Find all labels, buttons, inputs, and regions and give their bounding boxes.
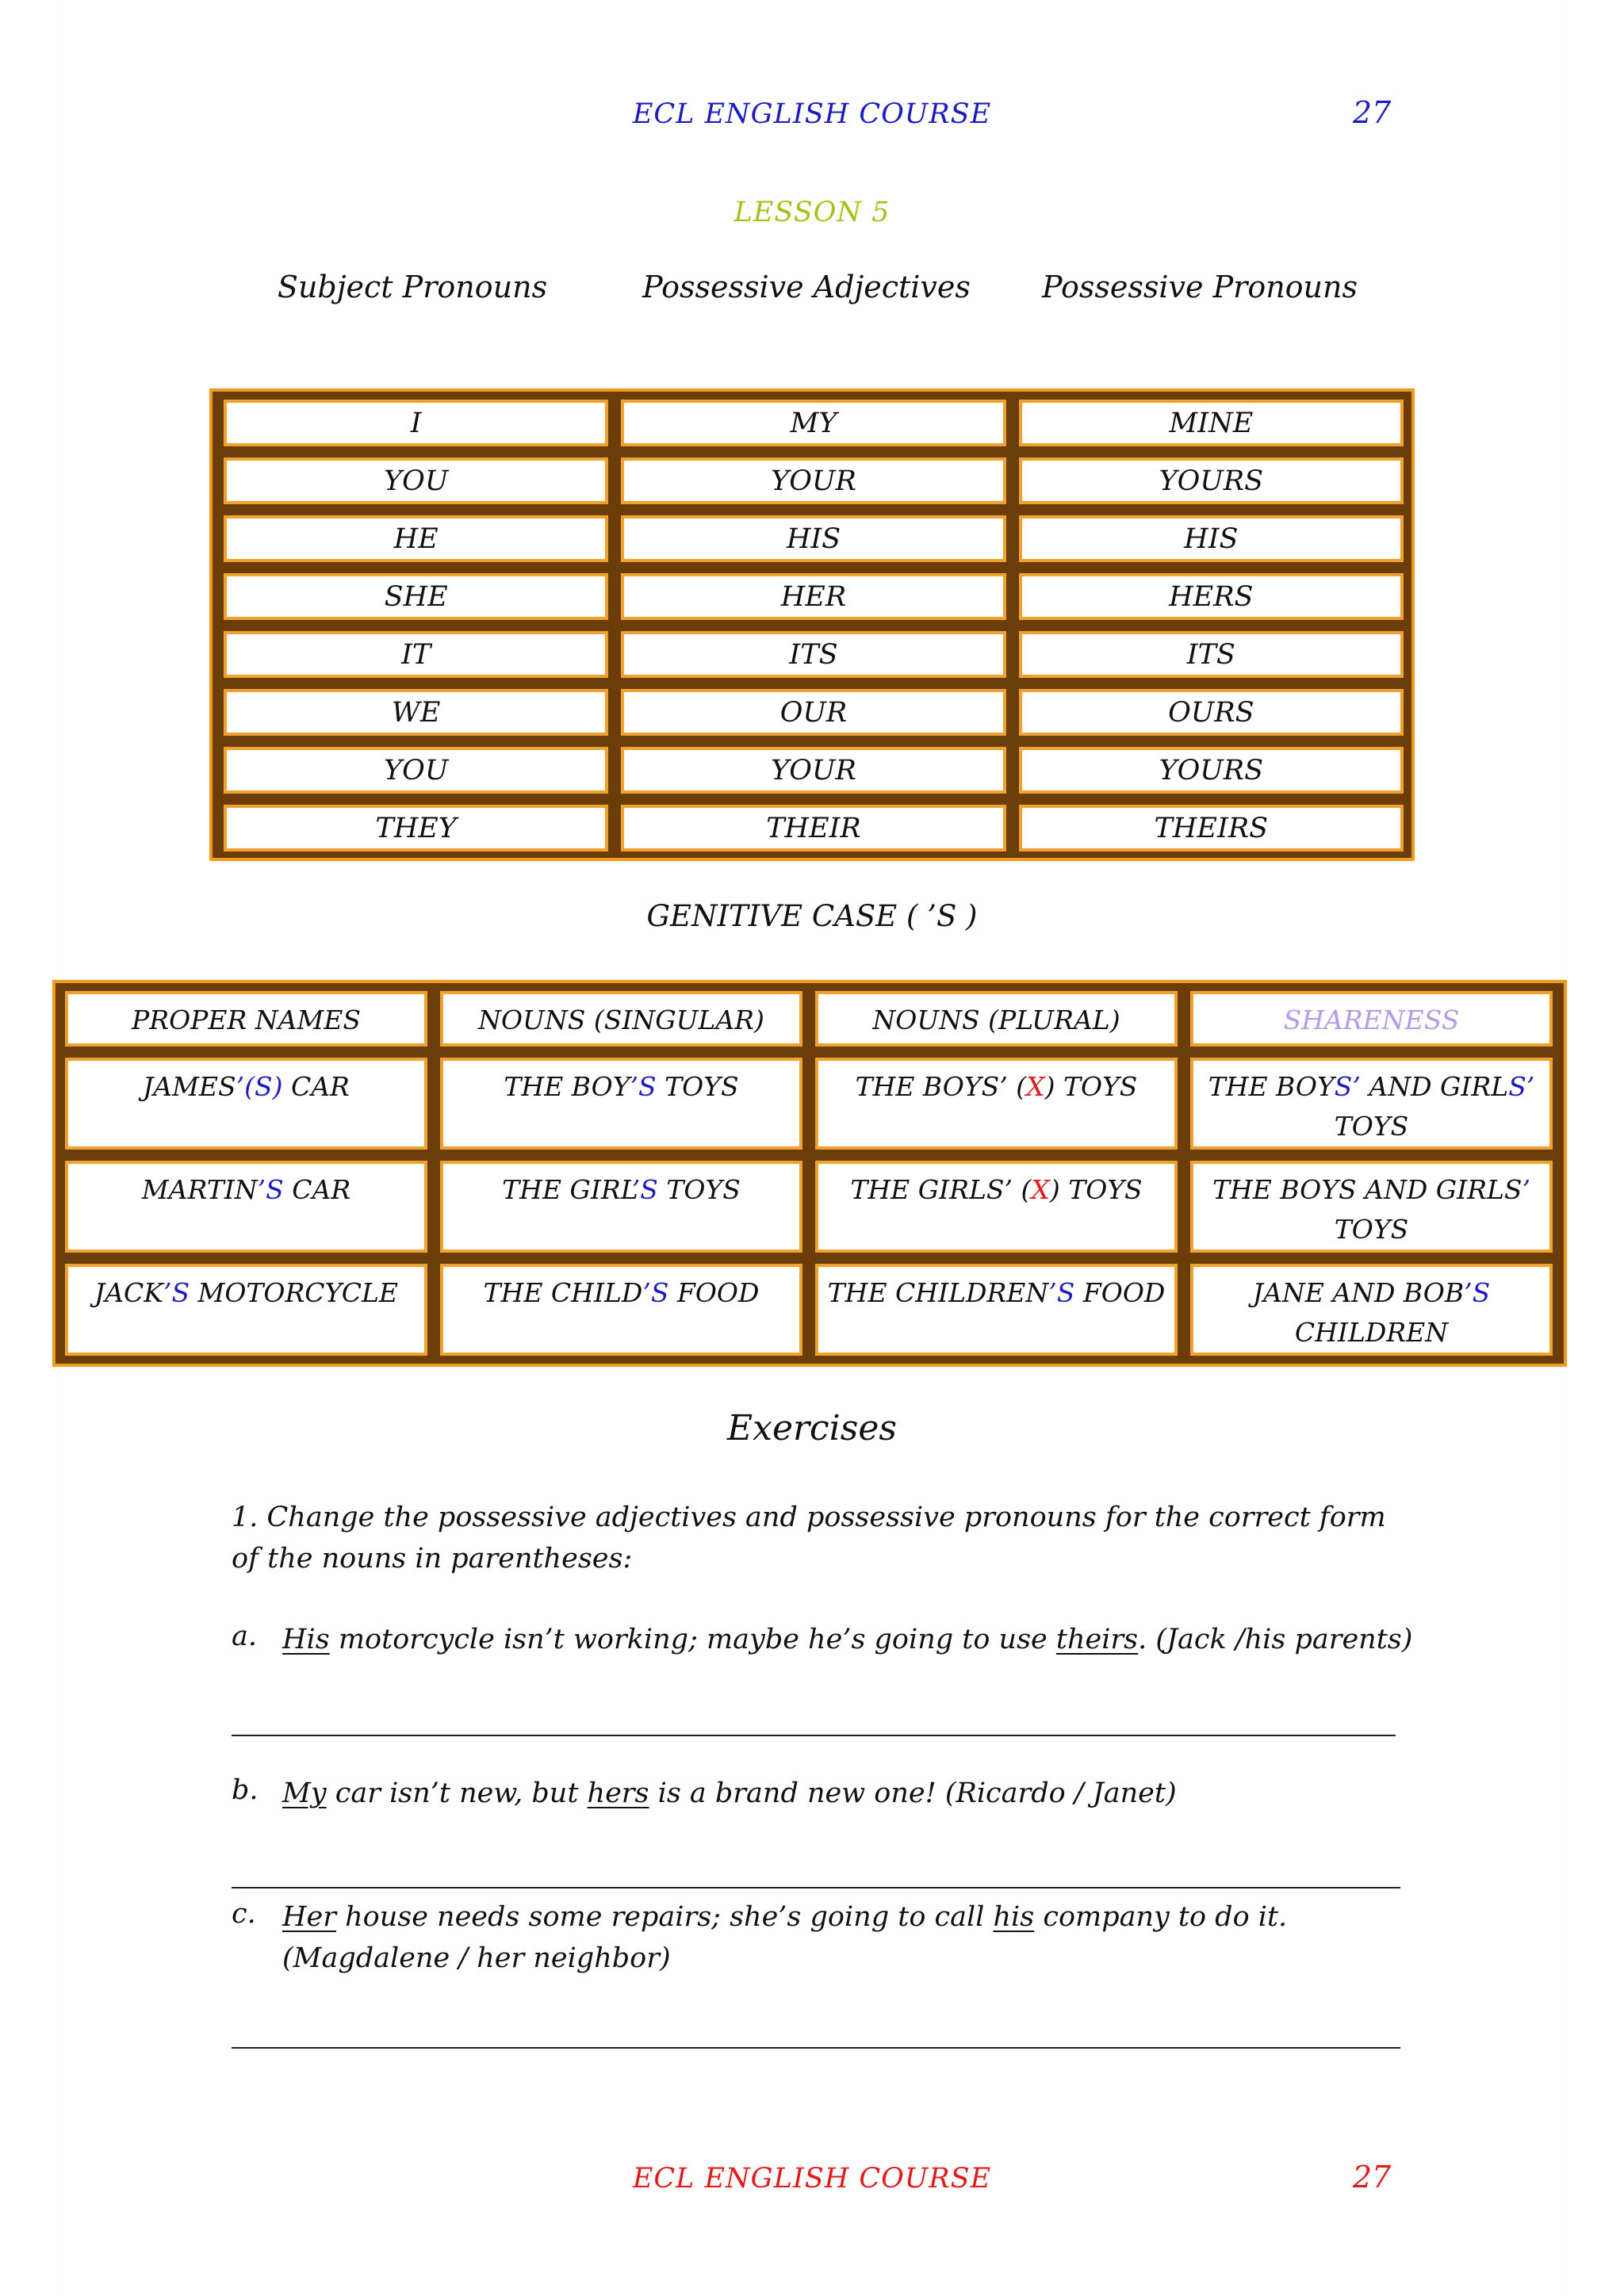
pronoun-cell: THEIRS <box>1019 805 1404 851</box>
pronoun-cell: WE <box>224 689 608 736</box>
exercise-sentence-c <box>282 1896 1432 1979</box>
genitive-text: AND GIRL <box>1360 1071 1509 1102</box>
genitive-text: THE BOY <box>1208 1071 1335 1102</box>
genitive-marker: ’S <box>631 1174 658 1205</box>
genitive-text: TOYS <box>1334 1214 1409 1245</box>
genitive-text: CHILDREN <box>1294 1317 1449 1348</box>
genitive-cell <box>1190 1058 1553 1150</box>
lesson-title: LESSON 5 <box>733 197 891 228</box>
genitive-marker: ’S <box>163 1277 190 1308</box>
pronoun-cell: SHE <box>224 573 608 620</box>
genitive-marker: ’S <box>1048 1277 1075 1308</box>
genitive-text: TOYS <box>656 1071 739 1102</box>
underlined-word: His <box>282 1624 330 1655</box>
genitive-marker: ’S <box>642 1277 669 1308</box>
genitive-text: TOYS <box>1334 1111 1409 1142</box>
genitive-cell <box>815 1058 1178 1150</box>
genitive-text: ) TOYS <box>1044 1071 1138 1102</box>
genitive-marker: S’ <box>1508 1071 1535 1102</box>
pronoun-cell: ITS <box>1019 631 1404 678</box>
underlined-word: Her <box>282 1901 336 1933</box>
footer-title: ECL ENGLISH COURSE <box>632 2163 992 2195</box>
genitive-text: ) TOYS <box>1049 1174 1143 1205</box>
pronoun-cell: YOURS <box>1019 747 1404 794</box>
genitive-text: THE BOY <box>504 1071 630 1102</box>
pronoun-cell: YOU <box>224 457 608 504</box>
underlined-word: theirs <box>1055 1624 1139 1655</box>
exercise-letter-b: b. <box>232 1774 259 1806</box>
genitive-cell <box>65 1058 427 1150</box>
genitive-text: JAMES <box>143 1071 236 1102</box>
pronoun-cell: YOU <box>224 747 608 794</box>
pronoun-cell: I <box>224 400 608 446</box>
genitive-header-shareness: SHARENESS <box>1190 991 1553 1047</box>
genitive-text: JANE AND BOB <box>1252 1277 1465 1308</box>
genitive-case-title: GENITIVE CASE ( ’S ) <box>646 899 978 933</box>
genitive-marker: X <box>1031 1174 1050 1205</box>
genitive-text: MARTIN <box>141 1174 258 1205</box>
pronoun-cell: YOUR <box>621 457 1005 504</box>
underlined-word: My <box>282 1777 327 1809</box>
heading-subject-pronouns: Subject Pronouns <box>277 270 548 304</box>
pronoun-cell: HE <box>224 515 608 562</box>
sentence-text: house needs some repairs; she’s going to call <box>335 1901 994 1933</box>
genitive-cell <box>815 1161 1178 1253</box>
genitive-cell <box>1190 1264 1553 1356</box>
pronoun-cell: HER <box>621 573 1005 620</box>
genitive-text: THE GIRL <box>502 1174 632 1205</box>
sentence-text: is a brand new one! (Ricardo / Janet) <box>649 1777 1177 1809</box>
genitive-cell <box>65 1264 427 1356</box>
genitive-header-proper-names: PROPER NAMES <box>65 991 427 1047</box>
genitive-text: THE BOYS’ ( <box>855 1071 1027 1102</box>
pronoun-cell: HIS <box>621 515 1005 562</box>
underlined-word: his <box>993 1901 1035 1933</box>
pronoun-table <box>209 388 1415 861</box>
exercise-instruction: 1. Change the possessive adjectives and possessive pronouns for the correct form of the nouns in parentheses: <box>232 1502 1386 1575</box>
exercise-letter-a: a. <box>232 1621 257 1652</box>
answer-line-c[interactable] <box>232 2047 1400 2049</box>
genitive-cell <box>440 1058 802 1150</box>
genitive-cell <box>1190 1161 1553 1253</box>
pronoun-cell: OURS <box>1019 689 1404 736</box>
answer-line-a[interactable] <box>232 1735 1396 1736</box>
genitive-text: THE CHILD <box>483 1277 643 1308</box>
genitive-cell <box>440 1264 802 1356</box>
genitive-text: CAR <box>283 1174 351 1205</box>
genitive-text: CAR <box>282 1071 350 1102</box>
pronoun-cell: HERS <box>1019 573 1404 620</box>
footer-page-number: 27 <box>1352 2160 1392 2195</box>
pronoun-cell: OUR <box>621 689 1005 736</box>
pronoun-cell: IT <box>224 631 608 678</box>
exercises-title: Exercises <box>727 1408 897 1448</box>
genitive-text: THE GIRLS’ ( <box>850 1174 1032 1205</box>
header-page-number: 27 <box>1352 95 1392 130</box>
exercise-letter-c: c. <box>232 1898 256 1930</box>
genitive-header-nouns-plural: NOUNS (PLURAL) <box>815 991 1178 1047</box>
heading-possessive-adjectives: Possessive Adjectives <box>642 270 971 304</box>
exercise-sentence-a <box>282 1619 1432 1660</box>
heading-possessive-pronouns: Possessive Pronouns <box>1042 270 1358 304</box>
pronoun-cell: MINE <box>1019 400 1404 446</box>
genitive-cell <box>440 1161 802 1253</box>
sentence-text: company to do it. (Magdalene / her neighbor) <box>282 1901 1288 1974</box>
sentence-text: . (Jack /his parents) <box>1138 1624 1413 1655</box>
genitive-header-nouns-singular: NOUNS (SINGULAR) <box>440 991 802 1047</box>
header-title: ECL ENGLISH COURSE <box>632 98 992 130</box>
pronoun-cell: THEIR <box>621 805 1005 851</box>
genitive-text: THE CHILDREN <box>827 1277 1049 1308</box>
pronoun-cell: YOUR <box>621 747 1005 794</box>
sentence-text: motorcycle isn’t working; maybe he’s going to use <box>329 1624 1056 1655</box>
answer-line-b[interactable] <box>232 1887 1400 1888</box>
genitive-text: THE BOYS AND GIRLS <box>1212 1174 1522 1205</box>
genitive-marker: ’S <box>1464 1277 1491 1308</box>
pronoun-cell: YOURS <box>1019 457 1404 504</box>
genitive-text: FOOD <box>668 1277 760 1308</box>
genitive-text: JACK <box>94 1277 163 1308</box>
genitive-cell <box>815 1264 1178 1356</box>
pronoun-cell: THEY <box>224 805 608 851</box>
underlined-word: hers <box>587 1777 649 1809</box>
genitive-cell <box>65 1161 427 1253</box>
sentence-text: car isn’t new, but <box>326 1777 588 1809</box>
pronoun-cell: ITS <box>621 631 1005 678</box>
genitive-marker: ’S <box>630 1071 657 1102</box>
genitive-text: TOYS <box>657 1174 741 1205</box>
genitive-table <box>52 980 1567 1367</box>
genitive-marker: X <box>1026 1071 1045 1102</box>
genitive-text: MOTORCYCLE <box>190 1277 399 1308</box>
pronoun-cell: HIS <box>1019 515 1404 562</box>
genitive-marker: ’ <box>1522 1174 1531 1205</box>
genitive-marker: ’(S) <box>236 1071 283 1102</box>
exercise-sentence-b <box>282 1773 1432 1814</box>
genitive-text: FOOD <box>1074 1277 1166 1308</box>
pronoun-cell: MY <box>621 400 1005 446</box>
genitive-marker: ’S <box>257 1174 284 1205</box>
genitive-marker: S’ <box>1334 1071 1361 1102</box>
